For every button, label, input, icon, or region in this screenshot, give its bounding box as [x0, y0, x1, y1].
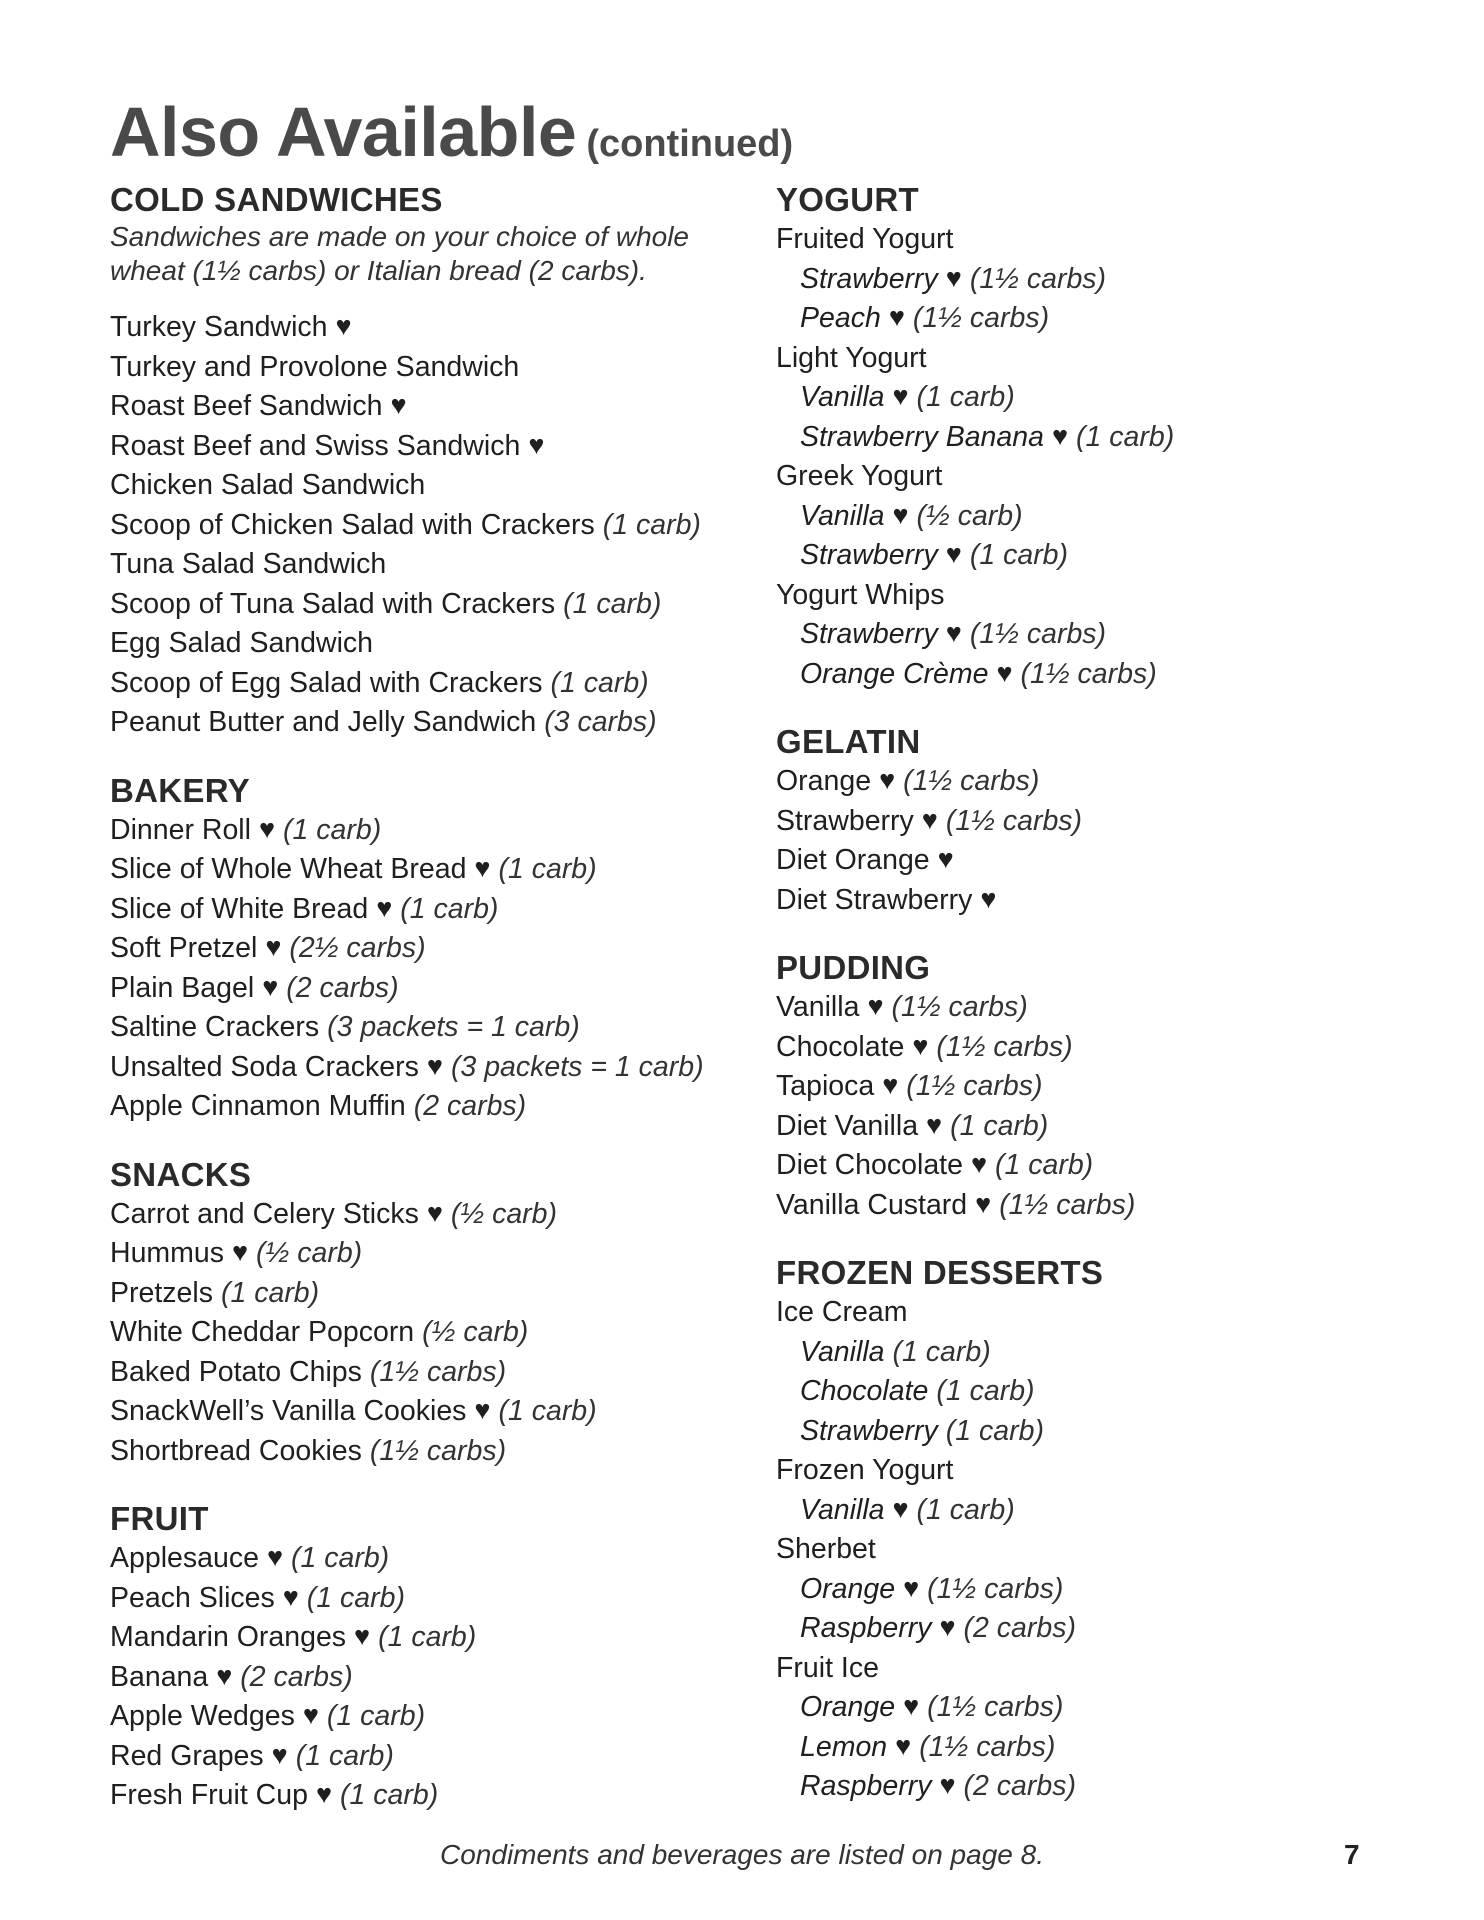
menu-item [110, 811, 740, 851]
item-name: Fresh Fruit Cup [110, 1779, 308, 1811]
menu-item [110, 1392, 740, 1432]
menu-item [110, 1539, 740, 1579]
heart-icon: ♥ [926, 1109, 943, 1140]
carb-count: (1½ carbs) [369, 1355, 507, 1388]
section-heading: FROZEN DESSERTS [776, 1254, 1104, 1291]
carb-count: (1½ carbs) [999, 1188, 1136, 1221]
item-name: Scoop of Chicken Salad with Crackers [110, 508, 595, 541]
item-name: Applesauce [110, 1542, 259, 1574]
carb-count: (1 carb) [936, 1375, 1035, 1407]
carb-count: (1 carb) [306, 1581, 405, 1614]
heart-icon: ♥ [882, 1070, 899, 1100]
carb-count: (½ carb) [450, 1197, 558, 1230]
menu-item [110, 703, 740, 743]
right-column [776, 180, 1376, 1835]
menu-item [776, 762, 1376, 802]
menu-list [776, 1293, 1376, 1807]
menu-item [110, 1737, 740, 1777]
carb-count: (1½ carbs) [891, 991, 1028, 1023]
item-name: Vanilla [800, 1493, 885, 1526]
carb-count: (1 carb) [892, 1335, 991, 1368]
page-title-main: Also Available [110, 93, 577, 171]
subgroup-label [776, 1530, 1376, 1570]
heart-icon: ♥ [426, 1197, 443, 1228]
page-title [110, 92, 793, 172]
carb-count: (1 carb) [994, 1149, 1094, 1181]
item-name: Yogurt Whips [776, 578, 945, 611]
item-name: Vanilla Custard [776, 1188, 968, 1221]
item-name: Apple Wedges [110, 1700, 295, 1732]
menu-item [110, 545, 740, 585]
menu-list [110, 1539, 740, 1816]
menu-item [776, 1372, 1376, 1412]
menu-item [110, 1313, 740, 1353]
carb-count: (1½ carbs) [927, 1691, 1064, 1723]
footer-note: Condiments and beverages are listed on page 8. [440, 1839, 1044, 1870]
menu-item [110, 1432, 740, 1472]
subgroup-label [776, 1649, 1376, 1689]
item-name: Red Grapes [110, 1739, 264, 1772]
item-name: Tapioca [776, 1070, 875, 1102]
heart-icon: ♥ [266, 1542, 283, 1572]
carb-count: (1 carb) [220, 1276, 320, 1309]
item-name: Shortbread Cookies [110, 1434, 362, 1467]
carb-count: (1 carb) [945, 1414, 1044, 1447]
heart-icon: ♥ [903, 1572, 920, 1603]
carb-count: (1½ carbs) [969, 618, 1107, 650]
section-pudding [776, 948, 1376, 1225]
heart-icon: ♥ [980, 883, 997, 914]
menu-item [110, 664, 740, 704]
menu-item [110, 466, 740, 506]
carb-count: (½ carb) [916, 499, 1023, 532]
carb-count: (1½ carbs) [369, 1434, 507, 1467]
item-name: Hummus [110, 1237, 225, 1269]
item-name: Light Yogurt [776, 341, 927, 374]
carb-count: (1 carb) [326, 1700, 426, 1732]
menu-item [110, 387, 740, 427]
section-cold-sandwiches [110, 180, 740, 743]
section-yogurt [776, 180, 1376, 694]
heart-icon: ♥ [528, 429, 545, 460]
item-name: Roast Beef and Swiss Sandwich [110, 429, 521, 462]
section-intro: Sandwiches are made on your choice of whole wheat (1½ carbs) or Italian bread (2 carbs). [110, 221, 690, 286]
item-name: Scoop of Tuna Salad with Crackers [110, 587, 556, 620]
item-name: Diet Chocolate [776, 1149, 963, 1181]
menu-item [776, 1491, 1376, 1531]
menu-list [110, 1195, 740, 1472]
menu-item [110, 1048, 740, 1088]
heart-icon: ♥ [892, 499, 909, 530]
menu-item [110, 969, 740, 1009]
item-name: Vanilla [800, 499, 885, 532]
item-name: Chocolate [776, 1030, 905, 1063]
page-title-continued: (continued) [586, 123, 794, 165]
item-name: Orange [800, 1691, 896, 1723]
heart-icon: ♥ [945, 618, 962, 648]
carb-count: (2 carbs) [413, 1090, 527, 1122]
item-name: Strawberry [800, 1414, 938, 1447]
heart-icon: ♥ [426, 1050, 443, 1081]
heart-icon: ♥ [903, 1691, 920, 1721]
heart-icon: ♥ [315, 1779, 333, 1809]
carb-count: (3 packets = 1 carb) [450, 1050, 704, 1083]
item-name: Turkey Sandwich [110, 311, 328, 343]
item-name: Lemon [800, 1730, 888, 1763]
carb-count: (1 carb) [498, 1395, 597, 1427]
menu-list [776, 988, 1376, 1225]
carb-count: (2 carbs) [963, 1770, 1076, 1802]
menu-item [776, 1146, 1376, 1186]
item-name: Chicken Salad Sandwich [110, 469, 426, 501]
item-name: Vanilla [800, 381, 885, 413]
heart-icon: ♥ [265, 932, 282, 962]
menu-item [776, 615, 1376, 655]
item-name: Chocolate [800, 1375, 929, 1407]
carb-count: (1 carb) [283, 813, 382, 846]
menu-item [776, 1570, 1376, 1610]
menu-item [776, 1688, 1376, 1728]
menu-item [110, 1087, 740, 1127]
heart-icon: ♥ [879, 765, 896, 795]
menu-item [776, 260, 1376, 300]
item-name: Baked Potato Chips [110, 1355, 362, 1388]
menu-item [776, 841, 1376, 881]
item-name: Dinner Roll [110, 813, 251, 846]
carb-count: (1 carb) [340, 1779, 439, 1811]
section-heading: COLD SANDWICHES [110, 181, 443, 218]
section-heading: GELATIN [776, 723, 921, 760]
section-heading: YOGURT [776, 181, 919, 218]
carb-count: (1 carb) [1076, 420, 1175, 453]
heart-icon: ♥ [390, 390, 407, 420]
menu-item [776, 881, 1376, 921]
left-column [110, 180, 740, 1844]
item-name: Strawberry [800, 262, 938, 295]
menu-item [776, 988, 1376, 1028]
menu-item [776, 802, 1376, 842]
item-name: Strawberry [800, 618, 938, 650]
item-name: Scoop of Egg Salad with Crackers [110, 666, 543, 699]
heart-icon: ♥ [939, 1612, 956, 1642]
item-name: Strawberry [776, 804, 914, 837]
item-name: Raspberry [800, 1770, 932, 1802]
heart-icon: ♥ [302, 1700, 319, 1730]
carb-count: (1 carb) [563, 587, 662, 620]
heart-icon: ♥ [335, 311, 352, 341]
menu-item [776, 497, 1376, 537]
heart-icon: ♥ [376, 892, 393, 923]
item-name: Egg Salad Sandwich [110, 627, 374, 659]
menu-list [110, 811, 740, 1127]
item-name: Fruited Yogurt [776, 223, 954, 255]
carb-count: (1½ carbs) [1020, 657, 1157, 690]
carb-count: (1½ carbs) [903, 765, 1040, 797]
menu-item [110, 890, 740, 930]
page-number: 7 [1344, 1839, 1360, 1870]
carb-count: (2 carbs) [963, 1612, 1076, 1644]
item-name: Soft Pretzel [110, 932, 258, 964]
carb-count: (1½ carbs) [912, 302, 1050, 334]
section-heading: BAKERY [110, 771, 250, 809]
heart-icon: ♥ [945, 539, 962, 569]
menu-item [110, 1776, 740, 1816]
item-name: Tuna Salad Sandwich [110, 548, 387, 580]
menu-item [110, 850, 740, 890]
item-name: Peanut Butter and Jelly Sandwich [110, 706, 537, 738]
menu-item [110, 1618, 740, 1658]
menu-item [776, 1609, 1376, 1649]
item-name: Frozen Yogurt [776, 1454, 954, 1486]
heart-icon: ♥ [474, 853, 491, 883]
menu-item [776, 1186, 1376, 1226]
carb-count: (1½ carbs) [906, 1070, 1043, 1102]
carb-count: (1½ carbs) [945, 804, 1083, 837]
menu-item [776, 1107, 1376, 1147]
item-name: Turkey and Provolone Sandwich [110, 350, 520, 383]
item-name: Slice of Whole Wheat Bread [110, 853, 467, 885]
menu-item [110, 1579, 740, 1619]
menu-item [110, 929, 740, 969]
menu-item [110, 1274, 740, 1314]
heart-icon: ♥ [945, 262, 962, 293]
section-frozen-desserts [776, 1253, 1376, 1807]
carb-count: (3 packets = 1 carb) [327, 1011, 580, 1043]
menu-item [110, 1697, 740, 1737]
heart-icon: ♥ [939, 1770, 956, 1800]
menu-item [110, 1008, 740, 1048]
heart-icon: ♥ [258, 813, 276, 844]
menu-list [776, 220, 1376, 694]
item-name: Orange [776, 765, 872, 797]
carb-count: (1 carb) [969, 539, 1069, 571]
heart-icon: ♥ [867, 991, 884, 1021]
menu-item [110, 624, 740, 664]
heart-icon: ♥ [970, 1149, 987, 1179]
menu-item [776, 1412, 1376, 1452]
subgroup-label [776, 220, 1376, 260]
carb-count: (1 carb) [950, 1109, 1049, 1142]
menu-item [776, 536, 1376, 576]
menu-item [776, 655, 1376, 695]
item-name: Diet Vanilla [776, 1109, 919, 1142]
heart-icon: ♥ [282, 1581, 299, 1612]
menu-item [110, 308, 740, 348]
heart-icon: ♥ [354, 1621, 371, 1651]
heart-icon: ♥ [1051, 420, 1068, 451]
heart-icon: ♥ [996, 657, 1013, 688]
heart-icon: ♥ [937, 844, 954, 874]
item-name: Orange [800, 1572, 896, 1605]
carb-count: (1 carb) [916, 1493, 1015, 1526]
item-name: Raspberry [800, 1612, 932, 1644]
menu-item [776, 1067, 1376, 1107]
item-name: Sherbet [776, 1533, 876, 1565]
item-name: Peach [800, 302, 881, 334]
item-name: Diet Strawberry [776, 883, 973, 916]
section-bakery [110, 771, 740, 1127]
item-name: Saltine Crackers [110, 1011, 320, 1043]
heart-icon: ♥ [892, 1493, 909, 1524]
item-name: Vanilla [776, 991, 860, 1023]
heart-icon: ♥ [912, 1030, 929, 1061]
menu-item [776, 1333, 1376, 1373]
menu-item [110, 348, 740, 388]
heart-icon: ♥ [892, 381, 909, 411]
item-name: Peach Slices [110, 1581, 275, 1614]
subgroup-label [776, 339, 1376, 379]
carb-count: (1 carb) [498, 853, 597, 885]
menu-list [110, 308, 740, 743]
heart-icon: ♥ [975, 1188, 992, 1219]
carb-count: (1 carb) [378, 1621, 477, 1653]
section-heading: PUDDING [776, 949, 931, 986]
item-name: Pretzels [110, 1276, 213, 1309]
section-fruit [110, 1499, 740, 1816]
heart-icon: ♥ [262, 971, 279, 1002]
menu-item [110, 506, 740, 546]
item-name: Diet Orange [776, 844, 930, 876]
item-name: Mandarin Oranges [110, 1621, 347, 1653]
carb-count: (1 carb) [400, 892, 499, 925]
subgroup-label [776, 576, 1376, 616]
heart-icon: ♥ [895, 1730, 912, 1761]
menu-item [110, 1353, 740, 1393]
heart-icon: ♥ [271, 1739, 288, 1770]
carb-count: (1½ carbs) [927, 1572, 1064, 1605]
menu-item [776, 1028, 1376, 1068]
item-name: Carrot and Celery Sticks [110, 1197, 419, 1230]
menu-item [110, 1234, 740, 1274]
section-heading: SNACKS [110, 1155, 252, 1193]
item-name: Ice Cream [776, 1296, 908, 1328]
section-snacks [110, 1155, 740, 1472]
menu-item [776, 378, 1376, 418]
menu-item [110, 1195, 740, 1235]
heart-icon: ♥ [888, 302, 905, 332]
subgroup-label [776, 457, 1376, 497]
item-name: Orange Crème [800, 657, 989, 690]
item-name: Vanilla [800, 1335, 885, 1368]
menu-list [776, 762, 1376, 920]
section-heading: FRUIT [110, 1500, 209, 1537]
carb-count: (2½ carbs) [289, 932, 426, 964]
menu-item [110, 427, 740, 467]
item-name: Unsalted Soda Crackers [110, 1050, 419, 1083]
item-name: Slice of White Bread [110, 892, 369, 925]
item-name: Plain Bagel [110, 971, 255, 1004]
item-name: Strawberry Banana [800, 420, 1044, 453]
subgroup-label [776, 1293, 1376, 1333]
carb-count: (1 carb) [290, 1542, 390, 1574]
carb-count: (1 carb) [295, 1739, 394, 1772]
carb-count: (1½ carbs) [969, 262, 1107, 295]
menu-item [776, 418, 1376, 458]
item-name: SnackWell’s Vanilla Cookies [110, 1395, 467, 1427]
carb-count: (1½ carbs) [919, 1730, 1056, 1763]
item-name: White Cheddar Popcorn [110, 1316, 415, 1348]
section-gelatin [776, 722, 1376, 920]
carb-count: (2 carbs) [240, 1660, 353, 1693]
heart-icon: ♥ [474, 1395, 491, 1425]
carb-count: (1 carb) [916, 381, 1015, 413]
menu-item [776, 1767, 1376, 1807]
item-name: Roast Beef Sandwich [110, 390, 383, 422]
heart-icon: ♥ [216, 1660, 233, 1691]
carb-count: (2 carbs) [286, 971, 399, 1004]
carb-count: (1 carb) [602, 508, 701, 541]
menu-item [776, 1728, 1376, 1768]
heart-icon: ♥ [921, 804, 938, 835]
carb-count: (1½ carbs) [936, 1030, 1073, 1063]
item-name: Strawberry [800, 539, 938, 571]
item-name: Apple Cinnamon Muffin [110, 1090, 406, 1122]
item-name: Fruit Ice [776, 1651, 879, 1684]
carb-count: (1 carb) [550, 666, 649, 699]
menu-item [110, 1658, 740, 1698]
heart-icon: ♥ [232, 1237, 249, 1267]
menu-item [110, 585, 740, 625]
menu-item [776, 299, 1376, 339]
subgroup-label [776, 1451, 1376, 1491]
carb-count: (½ carb) [422, 1316, 529, 1348]
item-name: Greek Yogurt [776, 460, 943, 492]
carb-count: (3 carbs) [544, 706, 657, 738]
item-name: Banana [110, 1660, 209, 1693]
carb-count: (½ carb) [256, 1237, 363, 1269]
